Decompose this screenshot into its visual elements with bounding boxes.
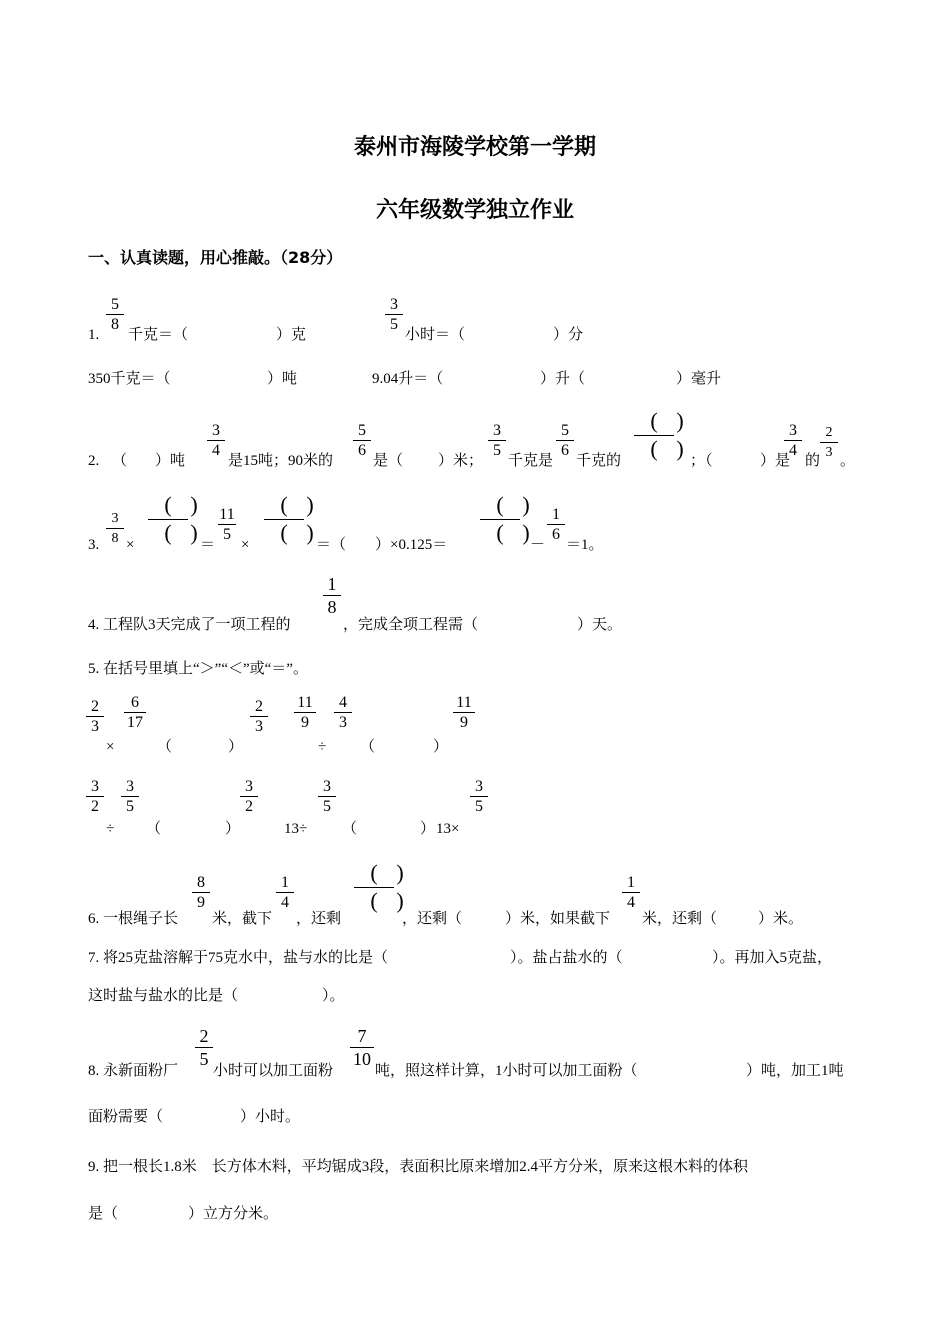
blank-fraction-close: ) ) (190, 492, 198, 545)
q1-text-a: 千克＝（ (128, 327, 189, 343)
q1-text-c: 小时＝（ (405, 327, 466, 343)
blank-fraction: ( ( (626, 410, 682, 462)
q2-text-j: 的 (805, 453, 821, 469)
blank-fraction: ( ( (346, 862, 402, 914)
q7-text-c: ）。再加入5克盐， (712, 950, 833, 966)
blank-fraction-close: ) ) (676, 408, 684, 461)
q2-text-g: 千克的 (576, 453, 622, 469)
q3-equals-2: ＝（ (316, 537, 347, 553)
q8-text-e: 面粉需要（ (88, 1109, 164, 1125)
fraction-2-3: 2 3 (820, 424, 838, 461)
fraction-3-2: 3 2 (86, 778, 104, 815)
fraction-5-6: 5 6 (556, 422, 574, 459)
q3-equals-1: ＝ (200, 537, 216, 553)
q2-text-a: （ (112, 453, 128, 469)
q6-text-c: ，还剩 (296, 911, 342, 927)
blank-fraction: ( ( (140, 494, 196, 546)
fraction-3-4: 3 4 (207, 422, 225, 459)
q1-text-g: 9.04升＝（ (372, 371, 444, 387)
blank-fraction: ( ( (256, 494, 312, 546)
q8-text-a: 8. 永新面粉厂 (88, 1063, 179, 1079)
q8-text-c: 吨，照这样计算，1小时可以加工面粉（ (375, 1063, 638, 1079)
q3-end: ＝1。 (566, 537, 604, 553)
q3-times-2: × (241, 537, 250, 553)
fraction-1-4: 1 4 (276, 874, 294, 911)
fraction-11-9: 11 9 (453, 694, 475, 731)
q5-text: 5. 在括号里填上“＞”“＜”或“＝”。 (88, 661, 308, 677)
q2-text-k: 。 (840, 453, 856, 469)
q1-text-f: ）吨 (267, 371, 298, 387)
fraction-1-8: 1 8 (323, 574, 341, 617)
q6-text-d: ，还剩（ (402, 911, 463, 927)
q5-div: ÷ (318, 739, 327, 755)
q2-text-d: 是（ (373, 453, 404, 469)
q6-text-f: 米，还剩（ (642, 911, 718, 927)
fraction-6-17: 6 17 (124, 694, 146, 731)
blank-fraction: ( ( (472, 494, 528, 546)
fraction-11-9: 11 9 (294, 694, 316, 731)
fraction-3-5: 3 5 (470, 778, 488, 815)
fraction-5-6: 5 6 (353, 422, 371, 459)
q7-text-a: 7. 将25克盐溶解于75克水中，盐与水的比是（ (88, 950, 389, 966)
section-heading: 一、认真读题，用心推敲。（28分） (88, 248, 343, 267)
q3-minus: － (530, 537, 546, 553)
fraction-2-3: 2 3 (86, 698, 104, 735)
q9-text-b: 是（ (88, 1206, 119, 1222)
q7-text-d: 这时盐与盐水的比是（ (88, 988, 239, 1004)
fraction-2-5: 2 5 (195, 1026, 213, 1069)
fraction-3-4: 3 4 (784, 422, 802, 459)
q5-close-4: ） (420, 821, 436, 837)
fraction-3-5: 3 5 (318, 778, 336, 815)
q3-number: 3. (88, 537, 100, 553)
q5-13-div: 13÷ (284, 821, 308, 837)
q6-text-b: 米，截下 (212, 911, 273, 927)
q1-text-h: ）升（ (540, 371, 586, 387)
fraction-4-3: 4 3 (334, 694, 352, 731)
fraction-3-5: 3 5 (121, 778, 139, 815)
fraction-3-5: 3 5 (488, 422, 506, 459)
q5-13-times: 13× (436, 821, 460, 837)
q7-text-e: ）。 (322, 988, 345, 1004)
q1-text-i: ）毫升 (676, 371, 722, 387)
q2-text-f: 千克是 (508, 453, 554, 469)
q2-text-i: ）是 (760, 453, 791, 469)
q9-text-a: 9. 把一根长1.8米 长方体木料，平均锯成3段，表面积比原来增加2.4平方分米，原来这根木料的体积 (88, 1159, 749, 1175)
fraction-3-2: 3 2 (240, 778, 258, 815)
q5-open-3: （ (146, 821, 162, 837)
q1-number: 1. (88, 327, 100, 343)
blank-fraction-close: ) ) (306, 492, 314, 545)
q6-text-g: ）米。 (758, 911, 804, 927)
q6-text-e: ）米，如果截下 (505, 911, 611, 927)
fraction-3-5: 3 5 (385, 296, 403, 333)
q9-text-c: ）立方分米。 (188, 1206, 279, 1222)
q5-open-4: （ (342, 821, 358, 837)
q5-div-2: ÷ (106, 821, 115, 837)
q1-text-d: ）分 (553, 327, 584, 343)
q1-text-b: ）克 (276, 327, 307, 343)
fraction-1-6: 1 6 (547, 506, 565, 543)
fraction-1-4: 1 4 (622, 874, 640, 911)
q4-text-c: ）天。 (577, 617, 623, 633)
q5-times: × (106, 739, 115, 755)
blank-fraction-close: ) ) (396, 860, 404, 913)
q4-text-a: 4. 工程队3天完成了一项工程的 (88, 617, 291, 633)
fraction-2-3: 2 3 (250, 698, 268, 735)
q3-mid: ）×0.125＝ (375, 537, 448, 553)
q6-text-a: 6. 一根绳子长 (88, 911, 179, 927)
fraction-8-9: 8 9 (192, 874, 210, 911)
fraction-7-10: 7 10 (350, 1026, 374, 1069)
blank-fraction-close: ) ) (522, 492, 530, 545)
q8-text-f: ）小时。 (240, 1109, 301, 1125)
q2-number: 2. (88, 453, 100, 469)
fraction-3-8: 3 8 (106, 510, 124, 547)
q2-text-e: ）米； (438, 453, 484, 469)
q5-close-2: ） (433, 739, 449, 755)
page-subtitle: 六年级数学独立作业 (375, 198, 574, 223)
q8-text-d: ）吨，加工1吨 (746, 1063, 844, 1079)
q2-text-c: 是15吨；90米的 (228, 453, 334, 469)
q5-open-1: （ (157, 739, 173, 755)
q5-open-2: （ (360, 739, 376, 755)
q4-text-b: ，完成全项工程需（ (343, 617, 479, 633)
fraction-5-8: 5 8 (106, 296, 124, 333)
q7-text-b: ）。盐占盐水的（ (510, 950, 623, 966)
q3-times-1: × (126, 537, 135, 553)
fraction-11-5: 11 5 (219, 506, 235, 543)
q8-text-b: 小时可以加工面粉 (213, 1063, 334, 1079)
q1-text-e: 350千克＝（ (88, 371, 171, 387)
page-title: 泰州市海陵学校第一学期 (353, 135, 596, 160)
q5-close-3: ） (225, 821, 241, 837)
q5-close-1: ） (228, 739, 244, 755)
q2-text-h: ；（ (690, 453, 713, 469)
q2-text-b: ）吨 (155, 453, 186, 469)
